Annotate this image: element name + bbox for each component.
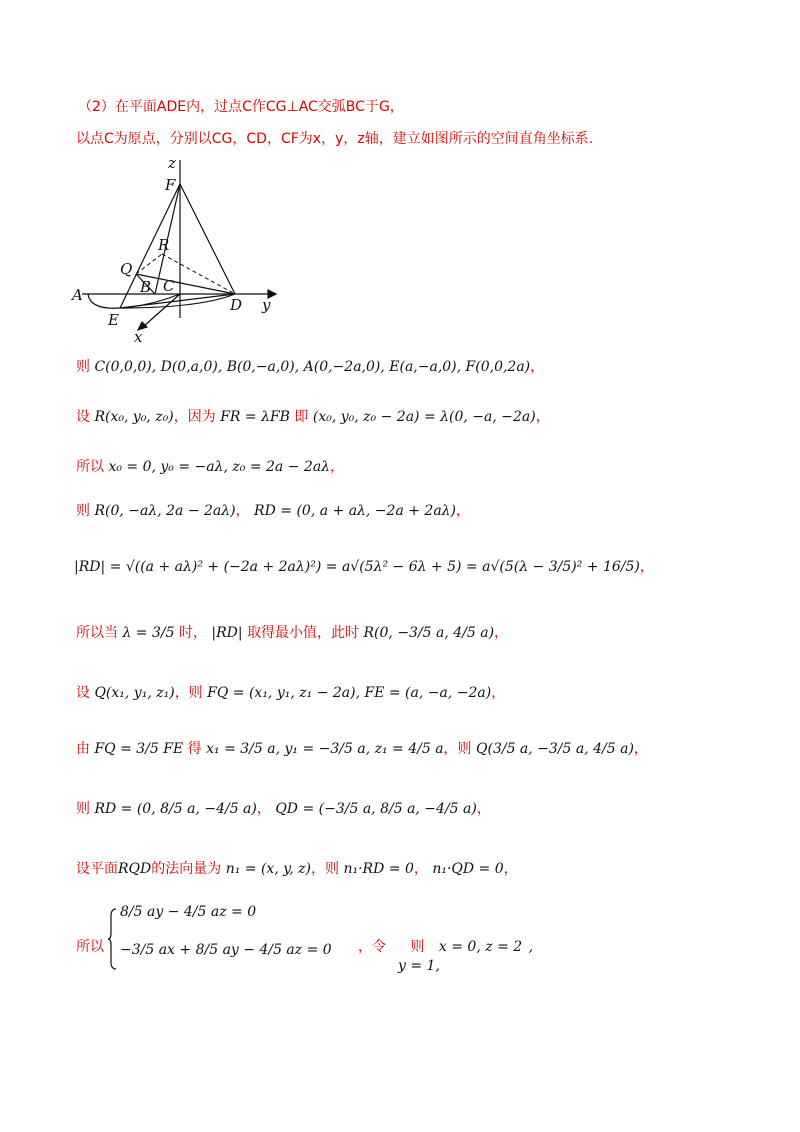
l10-m1: FQ = 3/5 FE [94, 741, 184, 757]
edge-qr-dashed [136, 254, 162, 274]
l6-a: 则 [76, 503, 90, 519]
label-C: C [163, 277, 175, 295]
l5-a: 所以 [76, 459, 104, 475]
geometry-figure [70, 150, 290, 345]
l8-a: 所以当 [76, 625, 118, 641]
l7-m: |RD| = √((a + aλ)² + (−2a + 2aλ)²) = a√(5λ² − 6λ + 5) = a√(5(λ − 3/5)² + 16/5) [74, 559, 640, 575]
l11-comma1: ， [256, 801, 271, 817]
edge-fd [180, 184, 235, 294]
l12-comma2: ， [503, 861, 518, 877]
l12-comma1: ， [413, 861, 428, 877]
l5-comma: ， [330, 459, 345, 475]
label-A: A [72, 286, 83, 304]
l9-b: ，则 [174, 685, 203, 701]
l4-m3: (x₀, y₀, z₀ − 2a) = λ(0, −a, −2a) [312, 409, 536, 425]
label-E: E [108, 311, 119, 329]
l4-comma: ， [535, 409, 550, 425]
label-y: y [262, 296, 271, 314]
l9-m2: FQ = (x₁, y₁, z₁ − 2a), FE = (a, −a, −2a) [207, 685, 492, 701]
equation-2: −3/5 ax + 8/5 ay − 4/5 az = 0 [120, 942, 332, 958]
coordinates-math: C(0,0,0), D(0,a,0), B(0,−a,0), A(0,−2a,0), E(a,−a,0), F(0,0,2a) [94, 359, 531, 375]
l8-b: 时， [178, 625, 207, 641]
label-z: z [168, 154, 176, 172]
text-line-7 [74, 556, 654, 576]
text-line-2 [76, 128, 593, 148]
l13-b: ，令 [358, 939, 386, 955]
l4-b: ，因为 [173, 409, 216, 425]
l10-m3: Q(3/5 a, −3/5 a, 4/5 a) [476, 741, 634, 757]
l13-m1: y = 1, [398, 958, 440, 974]
l12-b: 的法向量为 [151, 861, 222, 877]
l12-c: ，则 [311, 861, 340, 877]
l8-m2: |RD| [211, 625, 243, 641]
l11-comma2: ， [476, 801, 491, 817]
l13-c: 则 [410, 939, 425, 955]
label-B: B [140, 278, 152, 296]
l11-m1: RD = (0, 8/5 a, −4/5 a) [94, 801, 257, 817]
text-line-9 [76, 682, 505, 702]
l9-comma: ， [491, 685, 506, 701]
label-F: F [165, 176, 176, 194]
line-1-text: （2）在平面ADE内，过点C作CG⊥AC交弧BC于G， [78, 99, 404, 115]
l4-c: 即 [294, 409, 309, 425]
l12-m2: n₁ = (x, y, z) [225, 861, 312, 877]
l13-comma: , [528, 939, 534, 955]
l12-m1: RQD [118, 861, 152, 877]
line-2-text: 以点C为原点，分别以CG，CD，CF为x，y，z轴，建立如图所示的空间直角坐标系. [76, 131, 594, 147]
l10-m2: x₁ = 3/5 a, y₁ = −3/5 a, z₁ = 4/5 a [206, 741, 444, 757]
text-line-10 [76, 738, 648, 758]
x-axis [144, 294, 180, 326]
l12-m4: n₁·QD = 0 [432, 861, 504, 877]
text-line-1 [78, 96, 404, 116]
brace-icon [108, 908, 118, 970]
text-line-8 [76, 622, 508, 642]
l7-comma: ， [639, 559, 654, 575]
label-D: D [230, 296, 243, 314]
l6-comma1: ， [235, 503, 250, 519]
text-line-5 [76, 456, 344, 476]
l8-m1: λ = 3/5 [122, 625, 175, 641]
l11-m2: QD = (−3/5 a, 8/5 a, −4/5 a) [275, 801, 477, 817]
l5-m: x₀ = 0, y₀ = −aλ, z₀ = 2a − 2aλ [108, 459, 331, 475]
l10-comma: ， [633, 741, 648, 757]
l4-m1: R(x₀, y₀, z₀) [94, 409, 174, 425]
l12-m3: n₁·RD = 0 [343, 861, 414, 877]
text-line-3 [76, 356, 544, 376]
text-line-4 [76, 406, 550, 426]
l6-m1: R(0, −aλ, 2a − 2aλ) [94, 503, 236, 519]
l4-a: 设 [76, 409, 90, 425]
l13-m2: x = 0, z = 2 [438, 939, 523, 955]
text-line-11 [76, 798, 491, 818]
text-line-13-tail [358, 936, 533, 956]
text-line-13 [76, 936, 104, 956]
l6-comma2: ， [456, 503, 471, 519]
l9-a: 设 [76, 685, 90, 701]
label-x: x [134, 328, 143, 345]
l13-a: 所以 [76, 939, 104, 955]
text-line-13-y [398, 958, 440, 974]
text-line-6 [76, 500, 470, 520]
text-line-12 [76, 858, 518, 878]
l8-c: 取得最小值，此时 [247, 625, 360, 641]
line-3-prefix: 则 [76, 359, 90, 375]
l10-b: 得 [187, 741, 202, 757]
l8-comma: ， [494, 625, 509, 641]
label-Q: Q [120, 260, 133, 278]
l4-m2: FR = λFB [220, 409, 290, 425]
l10-a: 由 [76, 741, 90, 757]
l9-m1: Q(x₁, y₁, z₁) [94, 685, 175, 701]
l12-a: 设平面 [76, 861, 118, 877]
l10-c: ，则 [443, 741, 472, 757]
line-3-comma: ， [530, 359, 545, 375]
equation-1: 8/5 ay − 4/5 az = 0 [120, 904, 257, 920]
label-R: R [158, 236, 170, 254]
l6-m2: RD = (0, a + aλ, −2a + 2aλ) [254, 503, 457, 519]
l11-a: 则 [76, 801, 90, 817]
l8-m3: R(0, −3/5 a, 4/5 a) [363, 625, 495, 641]
